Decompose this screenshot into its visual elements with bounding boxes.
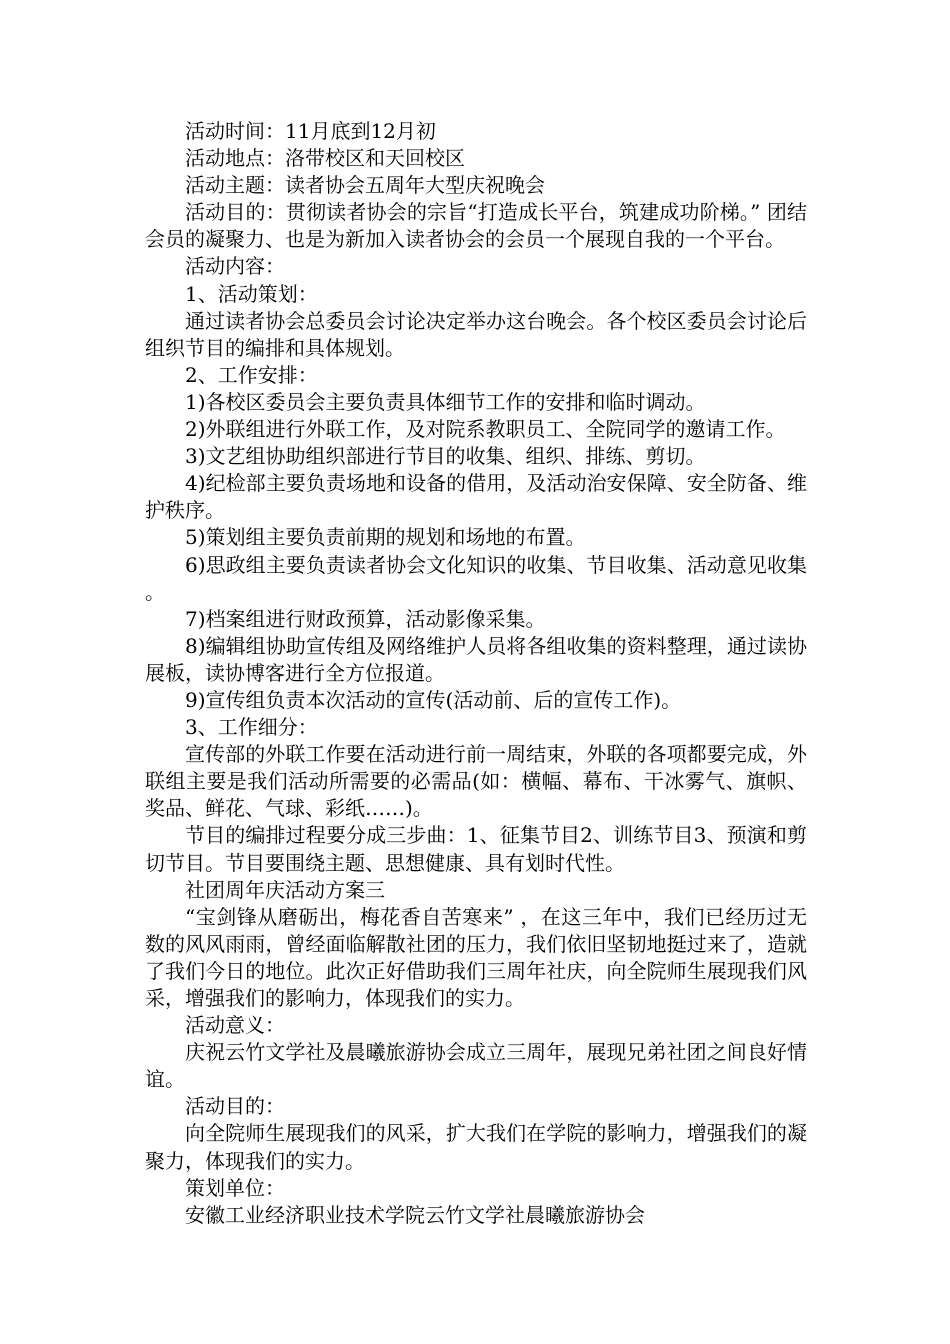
paragraph-work-item-6: 6)思政组主要负责读者协会文化知识的收集、节目收集、活动意见收集。 (145, 552, 807, 604)
paragraph-work-item-7: 7)档案组进行财政预算，活动影像采集。 (185, 606, 546, 631)
paragraph-planning-heading: 1、活动策划： (185, 281, 318, 306)
paragraph-purpose-body: 向全院师生展现我们的风采，扩大我们在学院的影响力，增强我们的凝聚力，体现我们的实力。 (145, 1121, 807, 1173)
paragraph-activity-location: 活动地点：洛带校区和天回校区 (185, 146, 465, 171)
paragraph-work-item-1: 1)各校区委员会主要负责具体细节工作的安排和临时调动。 (185, 389, 706, 414)
paragraph-planning-body: 通过读者协会总委员会讨论决定举办这台晚会。各个校区委员会讨论后组织节目的编排和具体规划。 (145, 308, 807, 360)
paragraph-work-detail-heading: 3、工作细分： (185, 715, 318, 740)
paragraph-significance-heading: 活动意义： (185, 1013, 285, 1038)
paragraph-work-detail-liaison: 宣传部的外联工作要在活动进行前一周结束，外联的各项都要完成，外联组主要是我们活动所需要的必需品(如：横幅、幕布、干冰雾气、旗帜、奖品、鲜花、气球、彩纸……)。 (145, 742, 807, 821)
paragraph-plan-three-intro: “宝剑锋从磨砺出，梅花香自苦寒来” ，在这三年中，我们已经历过无数的风风雨雨，曾经面临解散社团的压力，我们依旧坚韧地挺过来了，造就了我们今日的地位。此次正好借助我们三周年社庆，向全院师生展现我们风采，增强我们的影响力，体现我们的实力。 (145, 904, 807, 1010)
paragraph-organizer-heading: 策划单位： (185, 1175, 285, 1200)
paragraph-activity-time: 活动时间：11月底到12月初 (185, 119, 436, 143)
paragraph-organizer-body: 安徽工业经济职业技术学院云竹文学社晨曦旅游协会 (185, 1202, 645, 1227)
paragraph-activity-theme: 活动主题：读者协会五周年大型庆祝晚会 (185, 173, 545, 198)
paragraph-work-item-4: 4)纪检部主要负责场地和设备的借用，及活动治安保障、安全防备、维护秩序。 (145, 471, 807, 523)
paragraph-work-item-8: 8)编辑组协助宣传组及网络维护人员将各组收集的资料整理，通过读协展板，读协博客进行全方位报道。 (145, 633, 807, 685)
document-body (145, 118, 807, 1229)
paragraph-plan-three-title: 社团周年庆活动方案三 (185, 877, 385, 902)
paragraph-significance-body: 庆祝云竹文学社及晨曦旅游协会成立三周年，展现兄弟社团之间良好情谊。 (145, 1040, 807, 1092)
paragraph-work-item-5: 5)策划组主要负责前期的规划和场地的布置。 (185, 525, 586, 550)
paragraph-work-item-2: 2)外联组进行外联工作，及对院系教职员工、全院同学的邀请工作。 (185, 417, 786, 442)
paragraph-purpose-heading: 活动目的： (185, 1094, 285, 1119)
paragraph-work-detail-program: 节目的编排过程要分成三步曲：1、征集节目2、训练节目3、预演和剪切节目。节目要围绕主题、思想健康、具有划时代性。 (145, 823, 807, 875)
paragraph-work-item-9: 9)宣传组负责本次活动的宣传(活动前、后的宣传工作)。 (185, 687, 682, 712)
paragraph-activity-content-heading: 活动内容： (185, 254, 285, 279)
paragraph-activity-purpose: 活动目的：贯彻读者协会的宗旨“打造成长平台，筑建成功阶梯。” 团结会员的凝聚力、也是为新加入读者协会的会员一个展现自我的一个平台。 (145, 200, 807, 252)
paragraph-work-arrangement-heading: 2、工作安排： (185, 362, 318, 387)
paragraph-work-item-3: 3)文艺组协助组织部进行节目的收集、组织、排练、剪切。 (185, 444, 706, 469)
